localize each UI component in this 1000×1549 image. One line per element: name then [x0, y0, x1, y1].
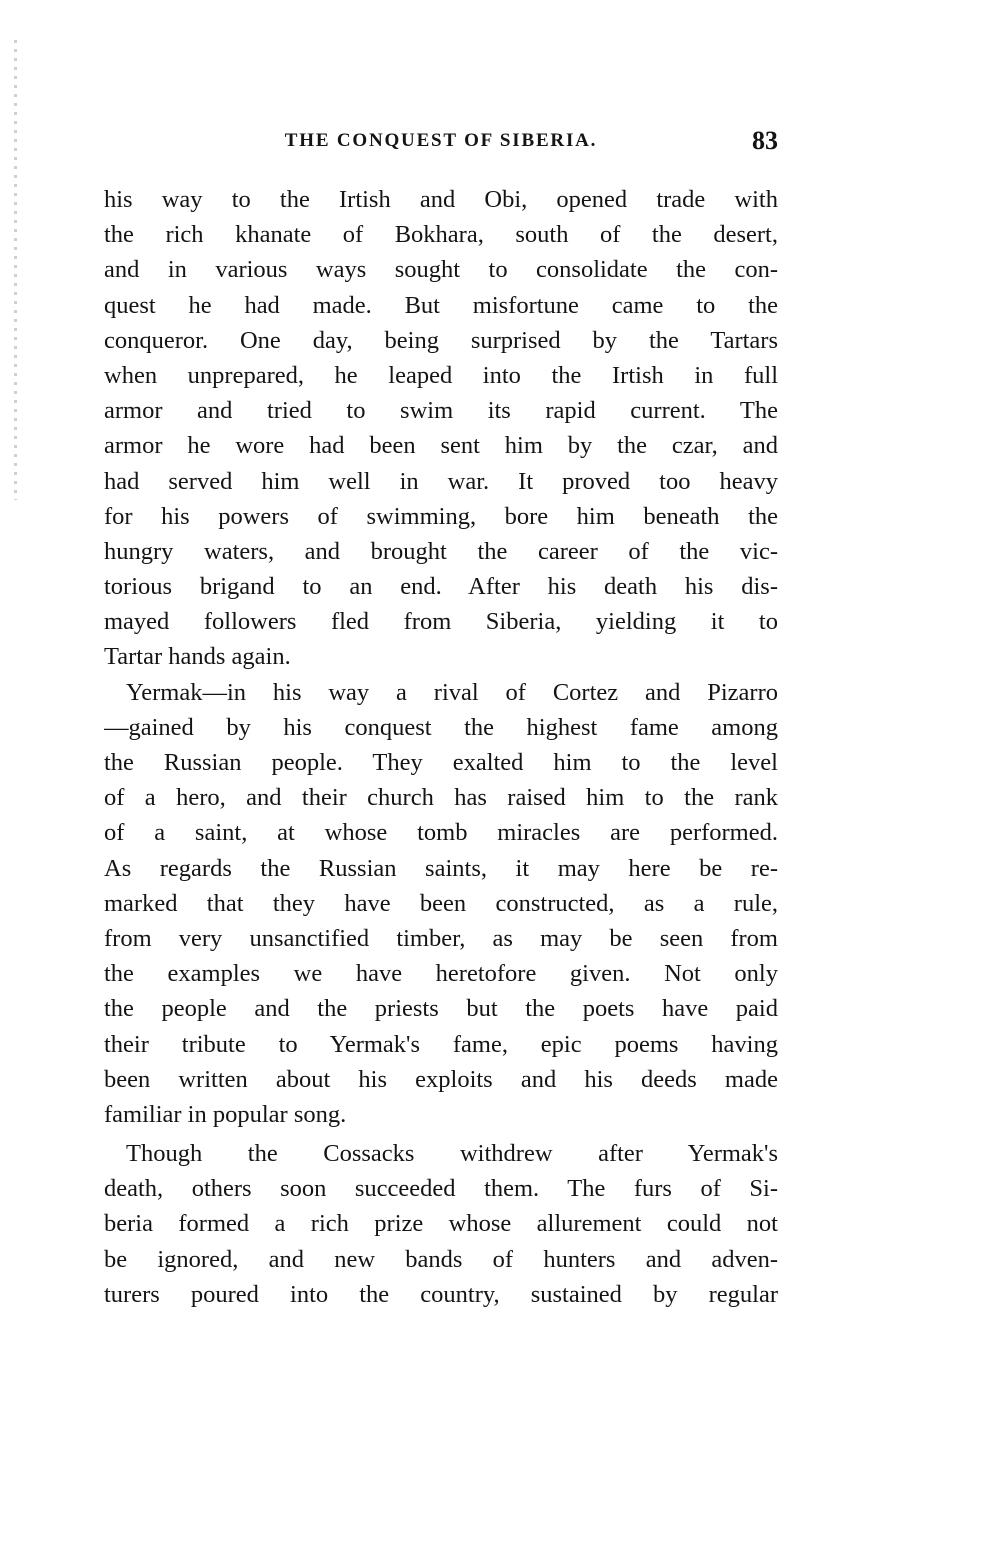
text-line: hungry waters, and brought the career of the vic-	[104, 537, 778, 565]
text-line: been written about his exploits and his deeds made	[104, 1065, 778, 1093]
text-line: familiar in popular song.	[104, 1100, 347, 1128]
text-line: the examples we have heretofore given. Not only	[104, 960, 778, 988]
body-text	[104, 182, 778, 1312]
text-line: armor he wore had been sent him by the czar, and	[104, 432, 778, 460]
text-line: Though the Cossacks withdrew after Yermak's	[126, 1140, 778, 1168]
text-line: death, others soon succeeded them. The furs of Si-	[104, 1175, 778, 1203]
running-head	[104, 126, 778, 166]
text-line: of a hero, and their church has raised him to the rank	[104, 784, 778, 812]
page-number: 83	[752, 126, 778, 155]
text-line: their tribute to Yermak's fame, epic poems having	[104, 1030, 778, 1058]
text-line: from very unsanctified timber, as may be seen from	[104, 924, 778, 952]
text-line: turers poured into the country, sustained by regular	[104, 1280, 778, 1308]
text-line: As regards the Russian saints, it may here be re-	[104, 854, 778, 882]
text-line: armor and tried to swim its rapid current. The	[104, 397, 778, 425]
scan-gutter-mark	[14, 40, 17, 500]
text-line: Tartar hands again.	[104, 643, 291, 671]
text-line: Yermak—in his way a rival of Cortez and Pizarro	[126, 678, 778, 706]
text-line: of a saint, at whose tomb miracles are performed.	[104, 819, 778, 847]
running-title: THE CONQUEST OF SIBERIA.	[284, 130, 598, 151]
text-line: when unprepared, he leaped into the Irtish in full	[104, 361, 778, 389]
text-line: quest he had made. But misfortune came to the	[104, 291, 778, 319]
text-line: conqueror. One day, being surprised by the Tartars	[104, 326, 778, 354]
text-line: and in various ways sought to consolidate the con-	[104, 256, 778, 284]
text-line: the Russian people. They exalted him to the level	[104, 749, 778, 776]
text-line: the people and the priests but the poets have paid	[104, 995, 778, 1023]
text-line: his way to the Irtish and Obi, opened trade with	[104, 186, 778, 213]
text-line: for his powers of swimming, bore him beneath the	[104, 502, 778, 530]
text-line: beria formed a rich prize whose allurement could not	[104, 1210, 778, 1238]
text-line: be ignored, and new bands of hunters and adven-	[104, 1245, 778, 1273]
text-line: the rich khanate of Bokhara, south of the desert,	[104, 221, 778, 249]
text-line: torious brigand to an end. After his death his dis-	[104, 573, 778, 601]
text-line: —gained by his conquest the highest fame among	[104, 713, 778, 741]
text-line: had served him well in war. It proved too heavy	[104, 467, 778, 495]
text-line: mayed followers fled from Siberia, yielding it to	[104, 608, 778, 636]
text-line: marked that they have been constructed, as a rule,	[104, 889, 778, 917]
